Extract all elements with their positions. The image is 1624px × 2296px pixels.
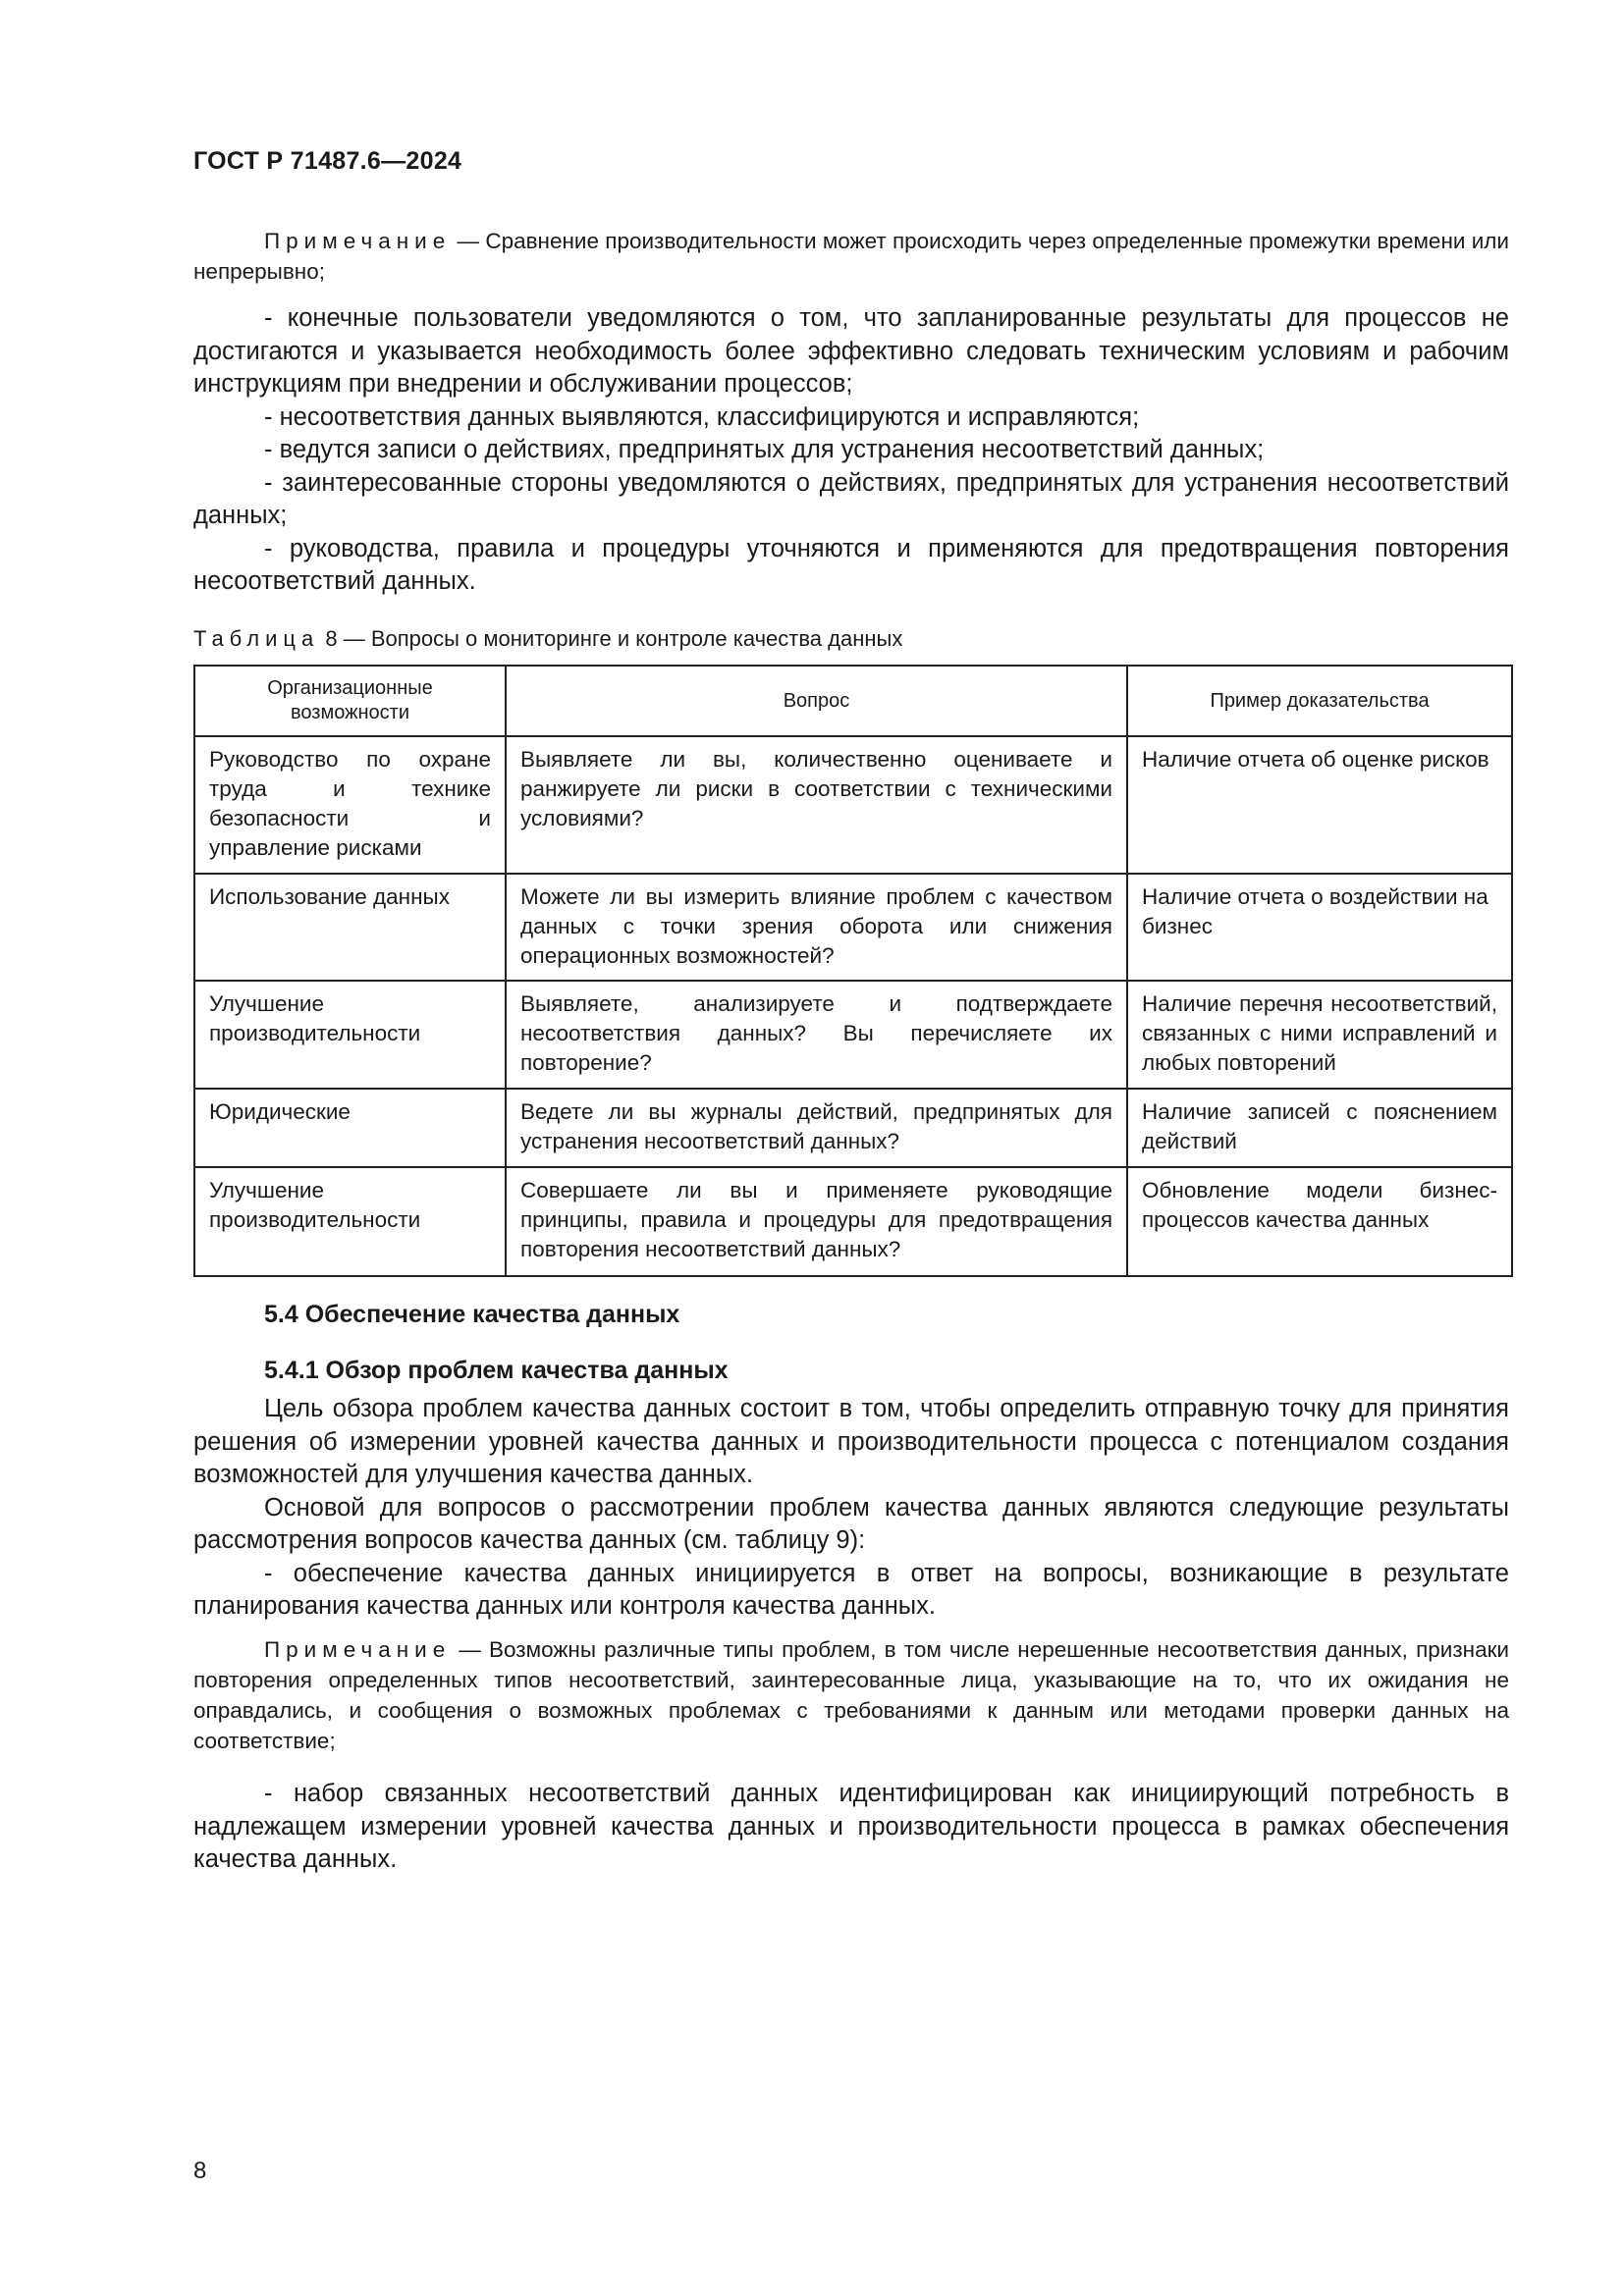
list-item: - руководства, правила и процедуры уточняются и применяются для предотвращения повторения несоответствий данных. — [193, 534, 1509, 595]
table-cell: Улучшение производительности — [194, 981, 506, 1089]
table-cell: Ведете ли вы журналы действий, предпринятых для устранения несоответствий данных? — [506, 1089, 1127, 1167]
list-item: - набор связанных несоответствий данных идентифицирован как инициирующий потребность в надлежащем измерении уровней качества данных и производительности процесса в рамках обеспечения качества данных. — [193, 1780, 1509, 1873]
column-header: Вопрос — [506, 666, 1127, 736]
section-heading: 5.4 Обеспечение качества данных — [264, 1301, 680, 1328]
list-item: - обеспечение качества данных инициируется в ответ на вопросы, возникающие в результате планирования качества данных или контроля качества данных. — [193, 1559, 1509, 1620]
column-header: Организационные возможности — [194, 666, 506, 736]
column-header: Пример доказательства — [1127, 666, 1512, 736]
table-cell: Обновление модели бизнес-процессов качества данных — [1127, 1167, 1512, 1276]
table-header-row — [194, 666, 1512, 736]
page-number: 8 — [193, 2158, 207, 2184]
table-cell: Наличие отчета о воздействии на бизнес — [1127, 874, 1512, 981]
document-page — [193, 0, 1509, 2296]
note-label: Примечание — [264, 1637, 452, 1662]
note-paragraph — [193, 226, 1509, 287]
final-body — [193, 1778, 1509, 1877]
table-cell: Руководство по охране труда и технике безопасности и управление рисками — [194, 736, 506, 874]
note-text: — Сравнение производительности может происходить через определенные промежутки времени или непрерывно; — [193, 229, 1509, 284]
list-item: - несоответствия данных выявляются, классифицируются и исправляются; — [264, 402, 1140, 431]
quality-monitoring-table — [193, 665, 1513, 1277]
paragraph: Цель обзора проблем качества данных состоит в том, чтобы определить отправную точку для принятия решения об измерении уровней качества данных и производительности процесса с потенциалом создания возможностей для улучшения качества данных. — [193, 1395, 1509, 1488]
table-cell: Выявляете, анализируете и подтверждаете несоответствия данных? Вы перечисляете их повторение? — [506, 981, 1127, 1089]
table-row — [194, 981, 1512, 1089]
table-cell: Наличие перечня несоответствий, связанных с ними исправлений и любых повторений — [1127, 981, 1512, 1089]
table-row — [194, 736, 1512, 874]
table-cell: Выявляете ли вы, количественно оцениваете и ранжируете ли риски в соответствии с техническими условиями? — [506, 736, 1127, 874]
table-cell: Совершаете ли вы и применяете руководящие принципы, правила и процедуры для предотвращения повторения несоответствий данных? — [506, 1167, 1127, 1276]
table-caption — [193, 625, 1509, 653]
note-paragraph — [193, 1634, 1509, 1756]
table-caption-text: 8 — Вопросы о мониторинге и контроле качества данных — [319, 626, 903, 651]
paragraph: Основой для вопросов о рассмотрении проблем качества данных являются следующие результаты рассмотрения вопросов качества данных (см. таблицу 9): — [193, 1493, 1509, 1554]
list-item: - конечные пользователи уведомляются о том, что запланированные результаты для процессов не достигаются и указывается необходимость более эффективно следовать техническим условиям и рабочим инструкциям при внедрении и обслуживании процессов; — [193, 304, 1509, 398]
table-row — [194, 1167, 1512, 1276]
subsection-heading: 5.4.1 Обзор проблем качества данных — [264, 1357, 729, 1384]
table-cell: Можете ли вы измерить влияние проблем с качеством данных с точки зрения оборота или снижения операционных возможностей? — [506, 874, 1127, 981]
table-cell: Улучшение производительности — [194, 1167, 506, 1276]
table-cell: Наличие отчета об оценке рисков — [1127, 736, 1512, 874]
note-text: — Возможны различные типы проблем, в том числе нерешенные несоответствия данных, признаки повторения определенных типов несоответствий, заинтересованные лица, указывающие на то, что их ожидания не оправдались, и сообщения о возможных проблемах с требованиями к данным или методами проверки данных на соответствие; — [193, 1637, 1509, 1753]
table-caption-label: Таблица — [193, 626, 320, 651]
conditions-list — [193, 302, 1509, 599]
table-row — [194, 1089, 1512, 1167]
note-label: Примечание — [264, 229, 452, 253]
list-item: - заинтересованные стороны уведомляются о действиях, предпринятых для устранения несоответствий данных; — [193, 468, 1509, 529]
standard-code-header: ГОСТ Р 71487.6—2024 — [193, 147, 462, 175]
table-cell: Использование данных — [194, 874, 506, 981]
table-cell: Наличие записей с пояснением действий — [1127, 1089, 1512, 1167]
table-cell: Юридические — [194, 1089, 506, 1167]
section-body — [193, 1393, 1509, 1624]
table-row — [194, 874, 1512, 981]
list-item: - ведутся записи о действиях, предпринятых для устранения несоответствий данных; — [264, 436, 1265, 463]
table-container — [193, 665, 1509, 1277]
